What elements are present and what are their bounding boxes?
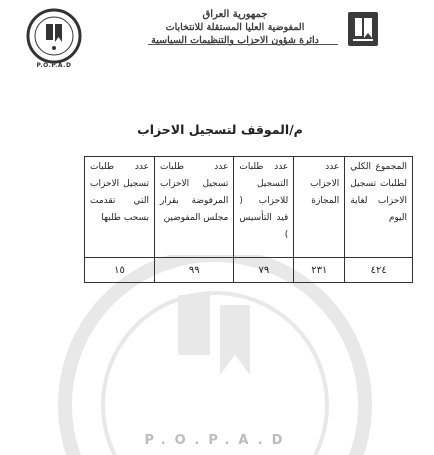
department-name: دائرة شؤون الاحزاب والتنظيمات السياسية [151, 35, 319, 46]
table-row [85, 258, 413, 283]
seal-caption: P.O.P.A.D [36, 62, 72, 69]
commission-name: المفوضية العليا المستقلة للانتخابات [165, 22, 305, 33]
header-under-establishment: عدد طلبات التسجيل للاحزاب ( قيد التأسيس ) [234, 157, 294, 258]
commission-logo [348, 12, 378, 46]
header-divider [148, 44, 338, 45]
header-withdrawn-requests: عدد طلبات تسجيل الاحزاب التي تقدمت بسحب طلبها [85, 157, 155, 258]
header-approved-parties: عدد الاحزاب المجازة [294, 157, 345, 258]
watermark-seal [50, 255, 380, 455]
document-title: م/الموقف لتسجيل الاحزاب [137, 122, 303, 137]
letterhead [130, 8, 340, 47]
value-total-requests: ٤٢٤ [345, 258, 413, 283]
header-total-requests: المجموع الكلي لطلبات تسجيل الاحزاب لغاية اليوم [345, 157, 413, 258]
value-approved-parties: ٢٣١ [294, 258, 345, 283]
value-withdrawn-requests: ١٥ [85, 258, 155, 283]
party-registration-table [84, 156, 413, 283]
value-rejected-requests: ٩٩ [155, 258, 234, 283]
country-name: جمهورية العراق [202, 9, 268, 20]
department-seal [26, 8, 82, 64]
watermark-caption: P.O.P.A.D [144, 433, 292, 448]
header-rejected-requests: عدد طلبات تسجيل الاحزاب المرفوضة بقرار مجلس المفوضين [155, 157, 234, 258]
table-header-row [85, 157, 413, 258]
value-under-establishment: ٧٩ [234, 258, 294, 283]
